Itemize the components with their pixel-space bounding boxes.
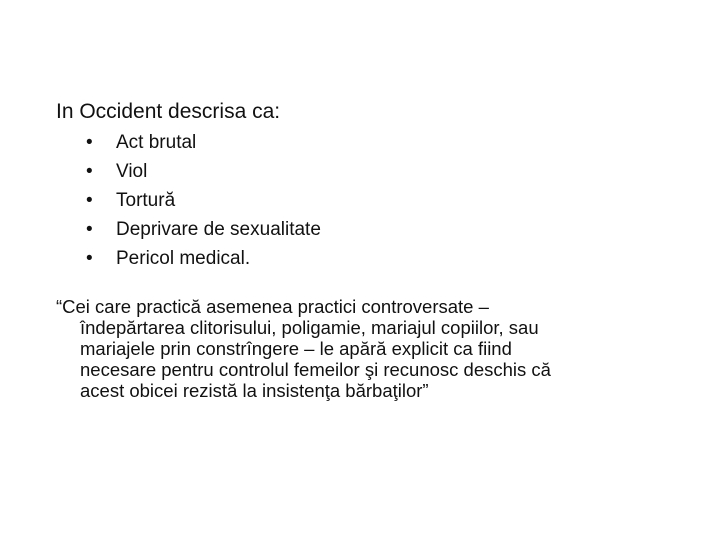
- quote-line: îndepărtarea clitorisului, poligamie, mariajul copiilor, sau: [80, 317, 539, 338]
- bullet-text: Tortură: [116, 190, 176, 211]
- slide-heading: In Occident descrisa ca:: [56, 100, 281, 123]
- quote-paragraph: [56, 296, 696, 401]
- bullet-list: [86, 128, 321, 273]
- bullet-dot-icon: •: [86, 190, 93, 211]
- quote-line: mariajele prin constrîngere – le apără explicit ca fiind: [80, 338, 512, 359]
- bullet-text: Act brutal: [116, 132, 197, 153]
- bullet-text: Deprivare de sexualitate: [116, 219, 321, 240]
- bullet-item: [86, 215, 321, 244]
- quote-line: necesare pentru controlul femeilor şi recunosc deschis că: [80, 359, 551, 380]
- bullet-item: [86, 157, 321, 186]
- quote-line: acest obicei rezistă la insistenţa bărbaţilor”: [80, 380, 429, 401]
- bullet-dot-icon: •: [86, 219, 93, 240]
- bullet-text: Pericol medical.: [116, 248, 251, 269]
- bullet-text: Viol: [116, 161, 148, 182]
- bullet-dot-icon: •: [86, 161, 93, 182]
- bullet-item: [86, 244, 321, 273]
- quote-line: “Cei care practică asemenea practici controversate –: [56, 296, 489, 317]
- bullet-item: [86, 186, 321, 215]
- bullet-dot-icon: •: [86, 132, 93, 153]
- bullet-item: [86, 128, 321, 157]
- bullet-dot-icon: •: [86, 248, 93, 269]
